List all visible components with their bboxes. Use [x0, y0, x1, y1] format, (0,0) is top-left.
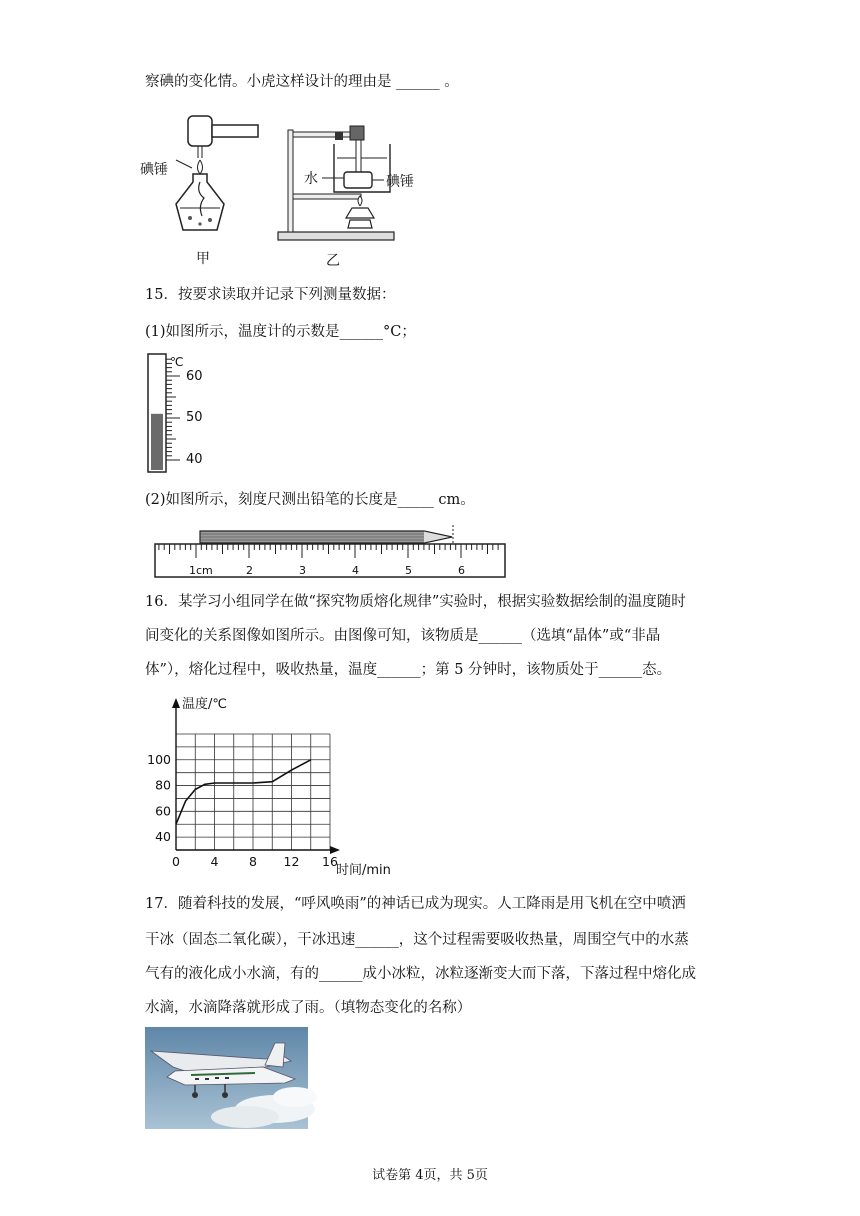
- melting-curve-chart: [140, 690, 400, 880]
- ruler-label-4: 4: [352, 564, 359, 577]
- label-iodine-hammer-a: 碘锤: [140, 162, 168, 178]
- x-tick-label: 16: [322, 854, 338, 869]
- x-tick-label: 4: [210, 854, 219, 869]
- y-tick-label: 100: [147, 751, 171, 767]
- thermometer-figure: [144, 350, 214, 476]
- chart-ylabel: 温度/℃: [182, 697, 227, 712]
- temperature-curve: [176, 760, 311, 824]
- thermo-label-40: 40: [186, 452, 203, 467]
- y-axis-arrow: [172, 698, 180, 708]
- y-tick-label: 60: [155, 803, 171, 819]
- q15-part1: (1)如图所示，温度计的示数是______°C；: [145, 324, 416, 340]
- label-water: 水: [304, 171, 318, 187]
- ruler-label-6: 6: [458, 564, 465, 577]
- thermo-label-60: 60: [186, 369, 203, 384]
- thermometer-liquid-column: [151, 414, 163, 470]
- iodine-apparatus-figure: [140, 108, 414, 270]
- q17-line3: 气有的液化成小水滴，有的______成小冰粒，冰粒逐渐变大而下落，下落过程中熔化成: [145, 966, 696, 982]
- apparatus-b: [278, 126, 414, 269]
- thermometer-ticks: [166, 359, 180, 460]
- x-tick-label: 0: [172, 854, 180, 869]
- ruler-label-5: 5: [405, 564, 412, 577]
- apparatus-a: [140, 116, 258, 267]
- chart-xlabel: 时间/min: [336, 863, 391, 878]
- page-footer: 试卷第 4页，共 5页: [372, 1168, 488, 1183]
- ruler-figure: [152, 522, 508, 582]
- caption-b: 乙: [326, 253, 340, 269]
- thermometer-unit: ℃: [170, 355, 184, 369]
- q16-line3: 体”），熔化过程中，吸收热量，温度______；第 5 分钟时，该物质处于______态。: [145, 662, 672, 678]
- ruler-label-1cm: 1cm: [189, 564, 213, 577]
- y-tick-label: 80: [155, 777, 171, 793]
- q16-line1: 16．某学习小组同学在做“探究物质熔化规律”实验时，根据实验数据绘制的温度随时: [145, 594, 686, 610]
- thermo-label-50: 50: [186, 410, 203, 425]
- q14-text-tail: 察碘的变化情。小虎这样设计的理由是 ______ 。: [145, 74, 459, 90]
- q15-stem: 15．按要求读取并记录下列测量数据：: [145, 287, 396, 303]
- chart-axes: [172, 698, 340, 854]
- caption-a: 甲: [196, 251, 210, 267]
- q17-line1: 17．随着科技的发展，“呼风唤雨”的神话已成为现实。人工降雨是用飞机在空中喷洒: [145, 896, 686, 912]
- x-axis-arrow: [330, 846, 340, 854]
- q17-line4: 水滴，水滴降落就形成了雨。（填物态变化的名称）: [145, 1000, 472, 1016]
- q17-line2: 干冰（固态二氧化碳），干冰迅速______，这个过程需要吸收热量，周围空气中的水蒸: [145, 932, 689, 948]
- q16-line2: 间变化的关系图像如图所示。由图像可知，该物质是______（选填“晶体”或“非晶: [145, 628, 661, 644]
- x-tick-label: 12: [283, 854, 300, 869]
- y-tick-label: 40: [155, 829, 171, 845]
- chart-grid: [176, 734, 330, 850]
- x-tick-label: 8: [249, 854, 257, 869]
- label-iodine-hammer-b: 碘锤: [386, 174, 414, 190]
- airplane-photo: [145, 1027, 308, 1129]
- ruler-label-2: 2: [246, 564, 253, 577]
- q15-part2: (2)如图所示，刻度尺测出铅笔的长度是_____ cm。: [145, 492, 475, 508]
- ruler-label-3: 3: [299, 564, 306, 577]
